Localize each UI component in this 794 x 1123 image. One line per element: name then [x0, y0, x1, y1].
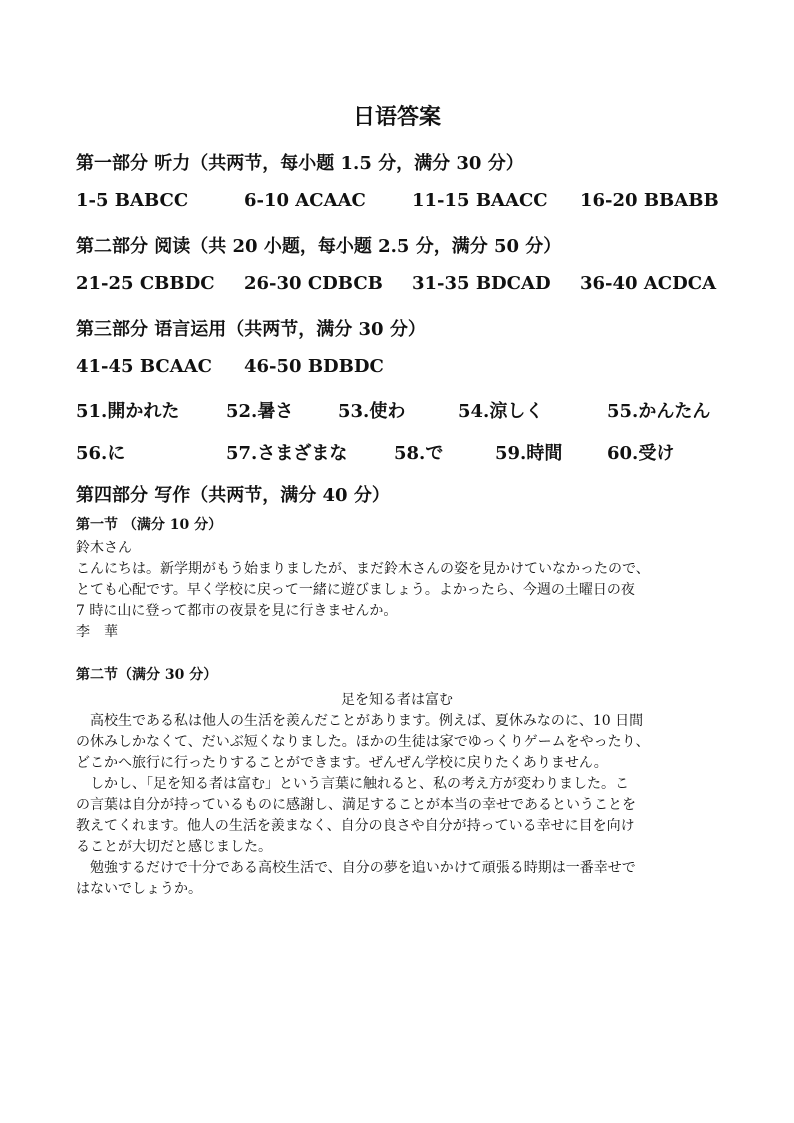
answer-item: 55.かんたん	[607, 401, 711, 422]
answer-item: 54.涼しく	[458, 401, 544, 422]
answer-item: 57.さまざまな	[226, 443, 348, 464]
letter-line: 鈴木さん	[76, 540, 132, 556]
essay-line: ることが大切だと感じました。	[76, 839, 272, 855]
essay-line: の言葉は自分が持っているものに感謝し、満足することが本当の幸せであるということを	[76, 797, 636, 813]
answer-item: 59.時間	[495, 443, 563, 464]
part3-answer-row-a	[76, 356, 756, 382]
section1-heading: 第一节 （满分 10 分）	[76, 517, 223, 533]
section2-essay	[76, 711, 724, 900]
part3-heading: 第三部分 语言运用（共两节，满分 30 分）	[76, 319, 426, 340]
answer-item: 51.開かれた	[76, 401, 180, 422]
letter-line: 李 華	[76, 624, 118, 640]
answer-item: 53.使わ	[338, 401, 406, 422]
part2-heading: 第二部分 阅读（共 20 小题，每小题 2.5 分，满分 50 分）	[76, 236, 562, 257]
part4-heading: 第四部分 写作（共两节，满分 40 分）	[76, 485, 390, 506]
answer-item: 60.受け	[607, 443, 675, 464]
essay-line: の休みしかなくて、だいぶ短くなりました。ほかの生徒は家でゆっくりゲームをやったり、	[76, 734, 650, 750]
section1-letter	[76, 538, 724, 643]
essay-line: しかし、「足を知る者は富む」という言葉に触れると、私の考え方が変わりました。こ	[76, 776, 629, 792]
letter-line: とても心配です。早く学校に戻って一緒に遊びましょう。よかったら、今週の土曜日の夜	[76, 582, 635, 598]
answer-group: 1-5 BABCC	[76, 190, 189, 211]
answer-group: 16-20 BBABB	[580, 190, 719, 211]
letter-line: こんにちは。新学期がもう始まりましたが、まだ鈴木さんの姿を見かけていなかったので、	[76, 561, 650, 577]
answer-item: 58.で	[394, 443, 444, 464]
section2-heading: 第二节（满分 30 分）	[76, 667, 218, 683]
part1-heading: 第一部分 听力（共两节，每小题 1.5 分，满分 30 分）	[76, 153, 524, 174]
answer-group: 36-40 ACDCA	[580, 273, 717, 294]
page-title: 日语答案	[352, 105, 441, 130]
answer-item: 52.暑さ	[226, 401, 294, 422]
essay-line: はないでしょうか。	[76, 881, 202, 897]
answer-group: 46-50 BDBDC	[244, 356, 384, 377]
essay-line: 教えてくれます。他人の生活を羨まなく、自分の良さや自分が持っている幸せに目を向け	[76, 818, 635, 834]
part3-answer-row-c	[76, 439, 756, 465]
essay-line: 勉強するだけで十分である高校生活で、自分の夢を追いかけて頑張る時期は一番幸せで	[76, 860, 636, 876]
answer-group: 6-10 ACAAC	[244, 190, 366, 211]
part3-answer-row-b	[76, 397, 756, 423]
letter-line: 7 時に山に登って都市の夜景を見に行きませんか。	[76, 603, 398, 619]
answer-item: 56.に	[76, 443, 126, 464]
part1-answer-row	[76, 190, 756, 216]
answer-group: 11-15 BAACC	[412, 190, 548, 211]
part2-answer-row	[76, 273, 756, 299]
essay-title: 足を知る者は富む	[341, 692, 453, 708]
essay-line: 高校生である私は他人の生活を羨んだことがあります。例えば、夏休みなのに、10 日間	[76, 713, 644, 729]
answer-group: 26-30 CDBCB	[244, 273, 383, 294]
essay-line: どこかへ旅行に行ったりすることができます。ぜんぜん学校に戻りたくありません。	[76, 755, 608, 771]
answer-group: 21-25 CBBDC	[76, 273, 215, 294]
answer-group: 41-45 BCAAC	[76, 356, 212, 377]
answer-group: 31-35 BDCAD	[412, 273, 551, 294]
